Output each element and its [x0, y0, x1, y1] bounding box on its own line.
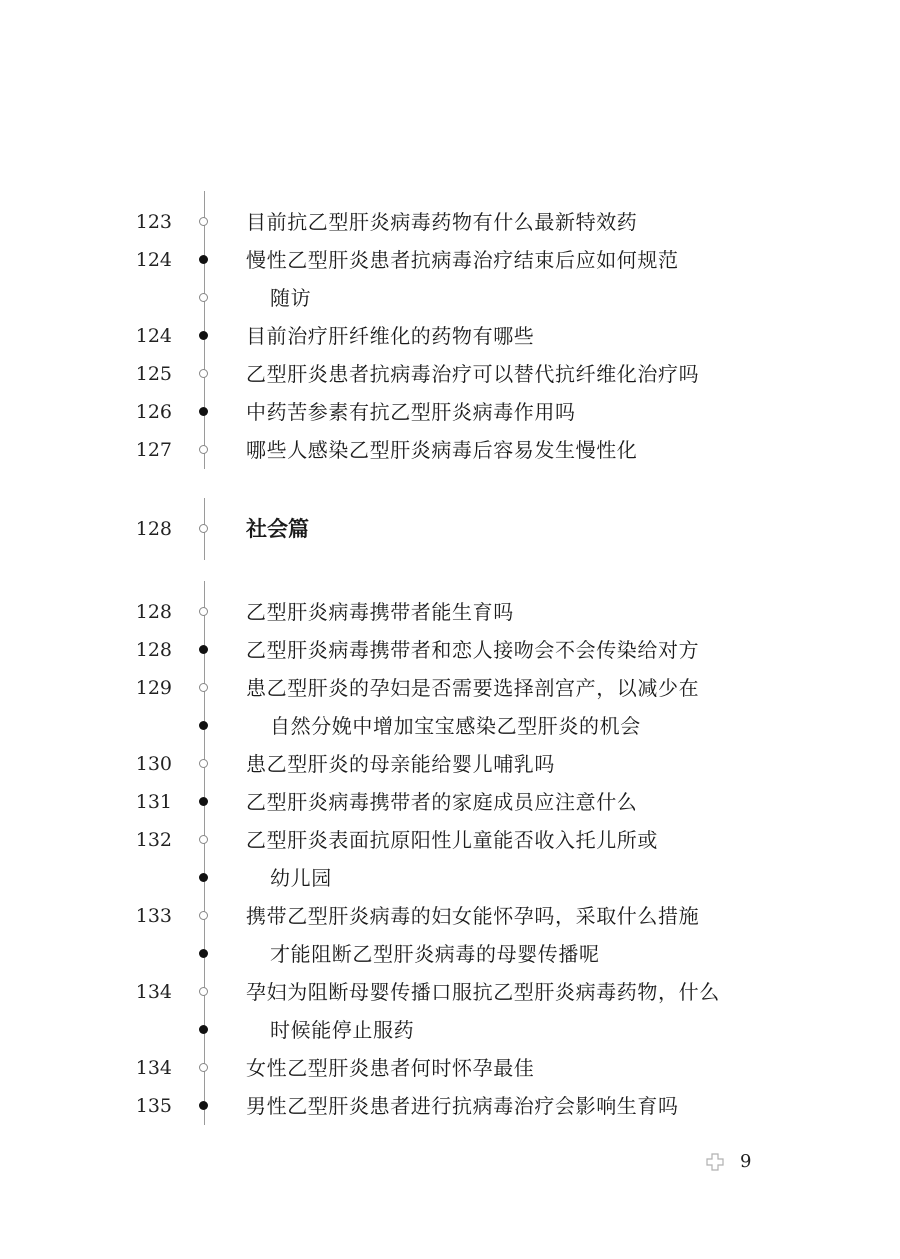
- toc-page-number: 135: [135, 1095, 172, 1117]
- timeline-dot-icon: [199, 645, 208, 654]
- toc-row[interactable]: [0, 317, 900, 355]
- toc-row[interactable]: [0, 241, 900, 279]
- timeline-dot-icon: [199, 873, 208, 882]
- toc-row[interactable]: [0, 897, 900, 935]
- timeline-dot-icon: [199, 255, 208, 264]
- toc-page-number: 132: [135, 829, 172, 851]
- timeline-dot-icon: [199, 217, 208, 226]
- section-page-number: 128: [135, 518, 172, 540]
- timeline-dot-icon: [199, 683, 208, 692]
- toc-row[interactable]: [0, 393, 900, 431]
- toc-page-number: 134: [135, 1057, 172, 1079]
- toc-row[interactable]: [0, 631, 900, 669]
- timeline-dot-icon: [199, 293, 208, 302]
- toc-page-number: 125: [135, 363, 172, 385]
- toc-row[interactable]: [0, 1087, 900, 1125]
- toc-entry-title: 时候能停止服药: [270, 1018, 415, 1042]
- cross-icon: [706, 1153, 724, 1171]
- section-heading-row[interactable]: [0, 510, 900, 548]
- timeline-dot-icon: [199, 445, 208, 454]
- toc-entry-title: 目前抗乙型肝炎病毒药物有什么最新特效药: [246, 210, 638, 234]
- toc-row[interactable]: [0, 1049, 900, 1087]
- toc-entry-title: 才能阻断乙型肝炎病毒的母婴传播呢: [270, 942, 600, 966]
- page-number: 9: [740, 1151, 752, 1172]
- timeline-dot-icon: [199, 407, 208, 416]
- toc-entry-title: 患乙型肝炎的母亲能给婴儿哺乳吗: [246, 752, 555, 776]
- timeline-dot-icon: [199, 911, 208, 920]
- timeline-dot-icon: [199, 721, 208, 730]
- toc-entry-title: 慢性乙型肝炎患者抗病毒治疗结束后应如何规范: [246, 248, 679, 272]
- toc-row[interactable]: [0, 669, 900, 707]
- toc-entry-title: 幼儿园: [270, 866, 332, 890]
- toc-page-number: 127: [135, 439, 172, 461]
- toc-page-number: 128: [135, 601, 172, 623]
- toc-row[interactable]: [0, 935, 900, 973]
- toc-entry-title: 自然分娩中增加宝宝感染乙型肝炎的机会: [270, 714, 641, 738]
- timeline-dot-icon: [199, 949, 208, 958]
- toc-entry-title: 哪些人感染乙型肝炎病毒后容易发生慢性化: [246, 438, 638, 462]
- toc-row[interactable]: [0, 859, 900, 897]
- toc-page-number: 123: [135, 211, 172, 233]
- timeline-dot-icon: [199, 759, 208, 768]
- toc-entry-title: 女性乙型肝炎患者何时怀孕最佳: [246, 1056, 535, 1080]
- toc-entry-title: 乙型肝炎表面抗原阳性儿童能否收入托儿所或: [246, 828, 658, 852]
- section-title: 社会篇: [246, 517, 309, 541]
- timeline-dot-icon: [199, 331, 208, 340]
- timeline-dot-icon: [199, 797, 208, 806]
- toc-row[interactable]: [0, 1011, 900, 1049]
- toc-row[interactable]: [0, 783, 900, 821]
- toc-entry-title: 乙型肝炎病毒携带者的家庭成员应注意什么: [246, 790, 638, 814]
- toc-row[interactable]: [0, 203, 900, 241]
- toc-entry-title: 男性乙型肝炎患者进行抗病毒治疗会影响生育吗: [246, 1094, 679, 1118]
- timeline-dot-icon: [199, 607, 208, 616]
- toc-row[interactable]: [0, 745, 900, 783]
- toc-row[interactable]: [0, 821, 900, 859]
- timeline-dot-icon: [199, 987, 208, 996]
- timeline-dot-icon: [199, 524, 208, 533]
- toc-page-number: 126: [135, 401, 172, 423]
- toc-page-number: 134: [135, 981, 172, 1003]
- toc-page-number: 133: [135, 905, 172, 927]
- toc-entry-title: 孕妇为阻断母婴传播口服抗乙型肝炎病毒药物，什么: [246, 980, 720, 1004]
- toc-page-number: 124: [135, 325, 172, 347]
- toc-row[interactable]: [0, 431, 900, 469]
- toc-entry-title: 乙型肝炎病毒携带者和恋人接吻会不会传染给对方: [246, 638, 700, 662]
- timeline-dot-icon: [199, 1101, 208, 1110]
- toc-entry-title: 乙型肝炎病毒携带者能生育吗: [246, 600, 514, 624]
- timeline-dot-icon: [199, 369, 208, 378]
- toc-page-number: 130: [135, 753, 172, 775]
- toc-entry-title: 患乙型肝炎的孕妇是否需要选择剖宫产，以减少在: [246, 676, 700, 700]
- timeline-dot-icon: [199, 835, 208, 844]
- toc-entry-title: 目前治疗肝纤维化的药物有哪些: [246, 324, 535, 348]
- page-footer: [700, 1147, 800, 1177]
- toc-entry-title: 随访: [270, 286, 312, 310]
- timeline-dot-icon: [199, 1025, 208, 1034]
- toc-page-number: 128: [135, 639, 172, 661]
- toc-page-number: 129: [135, 677, 172, 699]
- toc-page-number: 124: [135, 249, 172, 271]
- toc-row[interactable]: [0, 355, 900, 393]
- toc-entry-title: 中药苦参素有抗乙型肝炎病毒作用吗: [246, 400, 576, 424]
- toc-entry-title: 携带乙型肝炎病毒的妇女能怀孕吗，采取什么措施: [246, 904, 700, 928]
- toc-row[interactable]: [0, 973, 900, 1011]
- toc-row[interactable]: [0, 279, 900, 317]
- toc-row[interactable]: [0, 707, 900, 745]
- toc-entry-title: 乙型肝炎患者抗病毒治疗可以替代抗纤维化治疗吗: [246, 362, 700, 386]
- toc-row[interactable]: [0, 593, 900, 631]
- timeline-dot-icon: [199, 1063, 208, 1072]
- toc-page-number: 131: [135, 791, 172, 813]
